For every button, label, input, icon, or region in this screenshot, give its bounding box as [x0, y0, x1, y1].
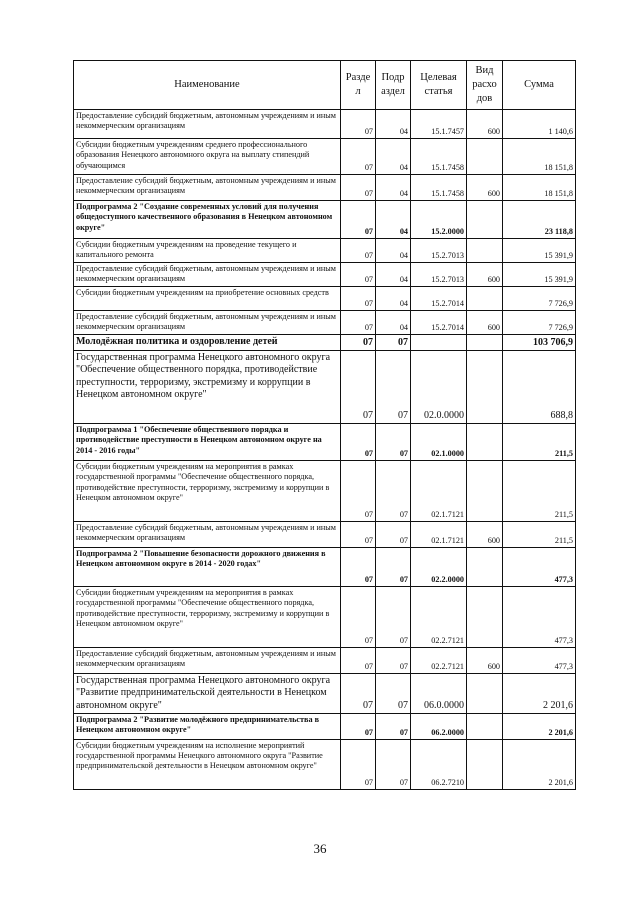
- table-row: [74, 201, 576, 239]
- target-cell: 02.1.7121: [411, 461, 467, 522]
- section-cell: 07: [341, 739, 376, 789]
- sum-cell: 2 201,6: [503, 713, 576, 739]
- subsection-cell: 07: [376, 335, 411, 351]
- section-cell: 07: [341, 239, 376, 263]
- name-cell: Предоставление субсидий бюджетным, автономным учреждениям и иным некоммерческим организациям: [74, 648, 341, 674]
- name-cell: Государственная программа Ненецкого автономного округа "Развитие предпринимательской деятельности в Ненецком автономном округе": [74, 674, 341, 714]
- type-cell: 600: [467, 110, 503, 139]
- table-row: [74, 548, 576, 587]
- sum-cell: 103 706,9: [503, 335, 576, 351]
- table-header-row: [74, 61, 576, 110]
- target-cell: [411, 335, 467, 351]
- section-cell: 07: [341, 648, 376, 674]
- target-cell: 15.1.7457: [411, 110, 467, 139]
- section-cell: 07: [341, 175, 376, 201]
- type-cell: 600: [467, 648, 503, 674]
- target-cell: 02.2.0000: [411, 548, 467, 587]
- subsection-cell: 07: [376, 351, 411, 424]
- table-row: [74, 110, 576, 139]
- section-cell: 07: [341, 548, 376, 587]
- type-cell: [467, 674, 503, 714]
- target-cell: 15.2.7013: [411, 239, 467, 263]
- name-cell: Предоставление субсидий бюджетным, автономным учреждениям и иным некоммерческим организациям: [74, 522, 341, 548]
- name-cell: Государственная программа Ненецкого автономного округа "Обеспечение общественного порядка, противодействие преступности, терроризму, экстремизму и коррупции в Ненецком автономном округе": [74, 351, 341, 424]
- section-cell: 07: [341, 424, 376, 461]
- target-cell: 15.1.7458: [411, 139, 467, 175]
- table-row: [74, 587, 576, 648]
- target-cell: 15.1.7458: [411, 175, 467, 201]
- type-cell: 600: [467, 175, 503, 201]
- name-cell: Субсидии бюджетным учреждениям на приобретение основных средств: [74, 287, 341, 311]
- target-cell: 06.0.0000: [411, 674, 467, 714]
- subsection-cell: 07: [376, 424, 411, 461]
- name-cell: Подпрограмма 2 "Повышение безопасности дорожного движения в Ненецком автономном округе в 2014 - 2020 годах": [74, 548, 341, 587]
- type-cell: [467, 351, 503, 424]
- section-cell: 07: [341, 674, 376, 714]
- target-cell: 15.2.0000: [411, 201, 467, 239]
- budget-table: [73, 60, 576, 790]
- subsection-cell: 07: [376, 587, 411, 648]
- target-cell: 02.1.7121: [411, 522, 467, 548]
- type-cell: 600: [467, 522, 503, 548]
- header-name: Наименование: [74, 61, 341, 110]
- header-subsection: Подр аздел: [376, 61, 411, 110]
- name-cell: Субсидии бюджетным учреждениям на проведение текущего и капитального ремонта: [74, 239, 341, 263]
- type-cell: [467, 201, 503, 239]
- type-cell: [467, 239, 503, 263]
- type-cell: [467, 424, 503, 461]
- table-row: [74, 351, 576, 424]
- type-cell: [467, 587, 503, 648]
- subsection-cell: 04: [376, 175, 411, 201]
- table-row: [74, 522, 576, 548]
- target-cell: 15.2.7014: [411, 287, 467, 311]
- target-cell: 02.2.7121: [411, 648, 467, 674]
- section-cell: 07: [341, 587, 376, 648]
- name-cell: Подпрограмма 1 "Обеспечение общественного порядка и противодействие преступности в Ненецком автономном округе на 2014 - 2016 годы": [74, 424, 341, 461]
- sum-cell: 7 726,9: [503, 311, 576, 335]
- table-row: [74, 263, 576, 287]
- table-row: [74, 175, 576, 201]
- type-cell: [467, 139, 503, 175]
- name-cell: Предоставление субсидий бюджетным, автономным учреждениям и иным некоммерческим организациям: [74, 311, 341, 335]
- table-row: [74, 287, 576, 311]
- table-row: [74, 239, 576, 263]
- type-cell: [467, 548, 503, 587]
- sum-cell: 2 201,6: [503, 674, 576, 714]
- sum-cell: 2 201,6: [503, 739, 576, 789]
- name-cell: Предоставление субсидий бюджетным, автономным учреждениям и иным некоммерческим организациям: [74, 263, 341, 287]
- type-cell: [467, 335, 503, 351]
- header-target: Целевая статья: [411, 61, 467, 110]
- sum-cell: 23 118,8: [503, 201, 576, 239]
- section-cell: 07: [341, 713, 376, 739]
- table-row: [74, 674, 576, 714]
- sum-cell: 211,5: [503, 461, 576, 522]
- subsection-cell: 04: [376, 110, 411, 139]
- section-cell: 07: [341, 287, 376, 311]
- sum-cell: 211,5: [503, 424, 576, 461]
- section-cell: 07: [341, 311, 376, 335]
- section-cell: 07: [341, 110, 376, 139]
- subsection-cell: 04: [376, 239, 411, 263]
- subsection-cell: 07: [376, 461, 411, 522]
- name-cell: Субсидии бюджетным учреждениям среднего профессионального образования Ненецкого автономного округа на выплату стипендий обучающимся: [74, 139, 341, 175]
- section-cell: 07: [341, 263, 376, 287]
- subsection-cell: 04: [376, 201, 411, 239]
- table-row: [74, 739, 576, 789]
- subsection-cell: 07: [376, 548, 411, 587]
- subsection-cell: 04: [376, 311, 411, 335]
- sum-cell: 211,5: [503, 522, 576, 548]
- header-sum: Сумма: [503, 61, 576, 110]
- subsection-cell: 07: [376, 739, 411, 789]
- subsection-cell: 04: [376, 139, 411, 175]
- table-row: [74, 424, 576, 461]
- target-cell: 02.1.0000: [411, 424, 467, 461]
- section-cell: 07: [341, 201, 376, 239]
- sum-cell: 477,3: [503, 587, 576, 648]
- sum-cell: 7 726,9: [503, 287, 576, 311]
- target-cell: 15.2.7013: [411, 263, 467, 287]
- table-row: [74, 311, 576, 335]
- sum-cell: 15 391,9: [503, 263, 576, 287]
- section-cell: 07: [341, 139, 376, 175]
- name-cell: Субсидии бюджетным учреждениям на мероприятия в рамках государственной программы "Обеспечение общественного порядка, противодействие преступности, терроризму, экстремизму и коррупции в Ненецком автономном округе": [74, 587, 341, 648]
- name-cell: Субсидии бюджетным учреждениям на мероприятия в рамках государственной программы "Обеспечение общественного порядка, противодействие преступности, терроризму, экстремизму и коррупции в Ненецком автономном округе": [74, 461, 341, 522]
- sum-cell: 688,8: [503, 351, 576, 424]
- sum-cell: 15 391,9: [503, 239, 576, 263]
- type-cell: [467, 461, 503, 522]
- header-type: Вид расхо дов: [467, 61, 503, 110]
- table-row: [74, 713, 576, 739]
- section-cell: 07: [341, 351, 376, 424]
- sum-cell: 477,3: [503, 548, 576, 587]
- subsection-cell: 07: [376, 713, 411, 739]
- target-cell: 06.2.0000: [411, 713, 467, 739]
- name-cell: Субсидии бюджетным учреждениям на исполнение мероприятий государственной программы Ненецкого автономного округа "Развитие предпринимательской деятельности в Ненецком автономном округе": [74, 739, 341, 789]
- type-cell: 600: [467, 311, 503, 335]
- subsection-cell: 04: [376, 287, 411, 311]
- subsection-cell: 07: [376, 522, 411, 548]
- name-cell: Подпрограмма 2 "Создание современных условий для получения общедоступного качественного образования в Ненецком автономном округе": [74, 201, 341, 239]
- page-number: 36: [313, 841, 327, 856]
- type-cell: 600: [467, 263, 503, 287]
- subsection-cell: 07: [376, 674, 411, 714]
- type-cell: [467, 287, 503, 311]
- target-cell: 06.2.7210: [411, 739, 467, 789]
- name-cell: Молодёжная политика и оздоровление детей: [74, 335, 341, 351]
- section-cell: 07: [341, 522, 376, 548]
- header-section: Разде л: [341, 61, 376, 110]
- table-row: [74, 648, 576, 674]
- target-cell: 02.2.7121: [411, 587, 467, 648]
- target-cell: 02.0.0000: [411, 351, 467, 424]
- subsection-cell: 04: [376, 263, 411, 287]
- target-cell: 15.2.7014: [411, 311, 467, 335]
- table-row: [74, 139, 576, 175]
- sum-cell: 18 151,8: [503, 175, 576, 201]
- section-cell: 07: [341, 335, 376, 351]
- sum-cell: 477,3: [503, 648, 576, 674]
- table-row: [74, 335, 576, 351]
- type-cell: [467, 739, 503, 789]
- name-cell: Предоставление субсидий бюджетным, автономным учреждениям и иным некоммерческим организациям: [74, 175, 341, 201]
- section-cell: 07: [341, 461, 376, 522]
- sum-cell: 18 151,8: [503, 139, 576, 175]
- name-cell: Подпрограмма 2 "Развитие молодёжного предпринимательства в Ненецком автономном округе": [74, 713, 341, 739]
- subsection-cell: 07: [376, 648, 411, 674]
- table-row: [74, 461, 576, 522]
- name-cell: Предоставление субсидий бюджетным, автономным учреждениям и иным некоммерческим организациям: [74, 110, 341, 139]
- sum-cell: 1 140,6: [503, 110, 576, 139]
- type-cell: [467, 713, 503, 739]
